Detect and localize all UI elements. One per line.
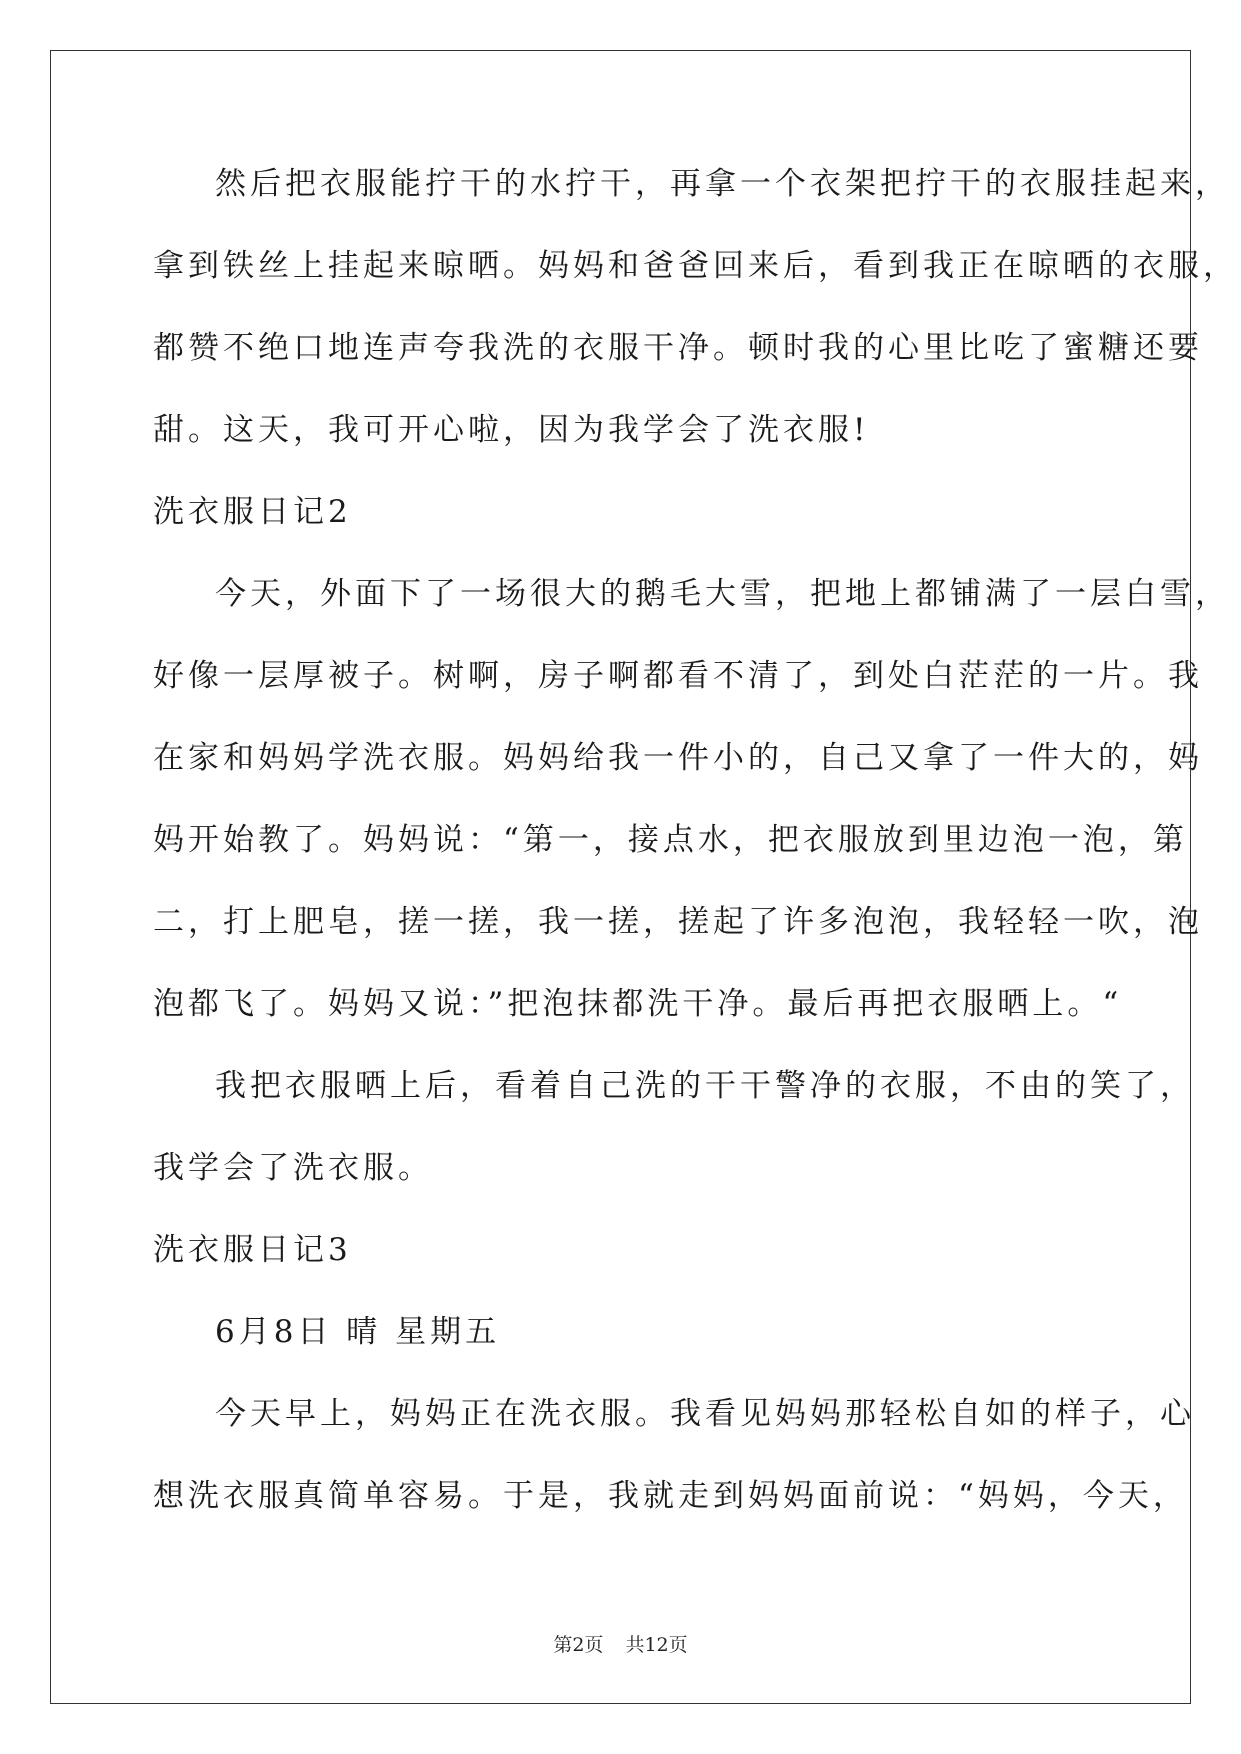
paragraph-line: 在家和妈妈学洗衣服。妈妈给我一件小的，自己又拿了一件大的，妈	[153, 740, 1203, 776]
paragraph-line: 我学会了洗衣服。	[153, 1150, 433, 1186]
paragraph-line: 想洗衣服真简单容易。于是，我就走到妈妈面前说：“妈妈，今天，	[153, 1478, 1188, 1514]
paragraph-line: 好像一层厚被子。树啊，房子啊都看不清了，到处白茫茫的一片。我	[153, 658, 1203, 694]
paragraph-line: 然后把衣服能拧干的水拧干，再拿一个衣架把拧干的衣服挂起来，	[215, 166, 1230, 202]
paragraph-line: 拿到铁丝上挂起来晾晒。妈妈和爸爸回来后，看到我正在晾晒的衣服，	[153, 248, 1238, 284]
paragraph-line: 今天，外面下了一场很大的鹅毛大雪，把地上都铺满了一层白雪，	[215, 576, 1230, 612]
document-body	[153, 162, 1238, 1556]
section-heading: 洗衣服日记2	[153, 494, 352, 530]
page-footer	[0, 1630, 1241, 1657]
date-line: 6月8日 晴 星期五	[215, 1314, 501, 1350]
page-number: 第2页	[553, 1634, 604, 1656]
paragraph-line: 我把衣服晒上后，看着自己洗的干干警净的衣服，不由的笑了，	[215, 1068, 1195, 1104]
paragraph-line: 今天早上，妈妈正在洗衣服。我看见妈妈那轻松自如的样子，心	[215, 1396, 1195, 1432]
paragraph-line: 泡都飞了。妈妈又说：”把泡抹都洗干净。最后再把衣服晒上。“	[153, 986, 1123, 1022]
paragraph-line: 甜。这天，我可开心啦，因为我学会了洗衣服!	[153, 412, 870, 448]
section-heading: 洗衣服日记3	[153, 1232, 352, 1268]
paragraph-line: 二，打上肥皂，搓一搓，我一搓，搓起了许多泡泡，我轻轻一吹，泡	[153, 904, 1203, 940]
page-total: 共12页	[625, 1634, 688, 1656]
paragraph-line: 妈开始教了。妈妈说：“第一，接点水，把衣服放到里边泡一泡，第	[153, 822, 1188, 858]
paragraph-line: 都赞不绝口地连声夸我洗的衣服干净。顿时我的心里比吃了蜜糖还要	[153, 330, 1203, 366]
